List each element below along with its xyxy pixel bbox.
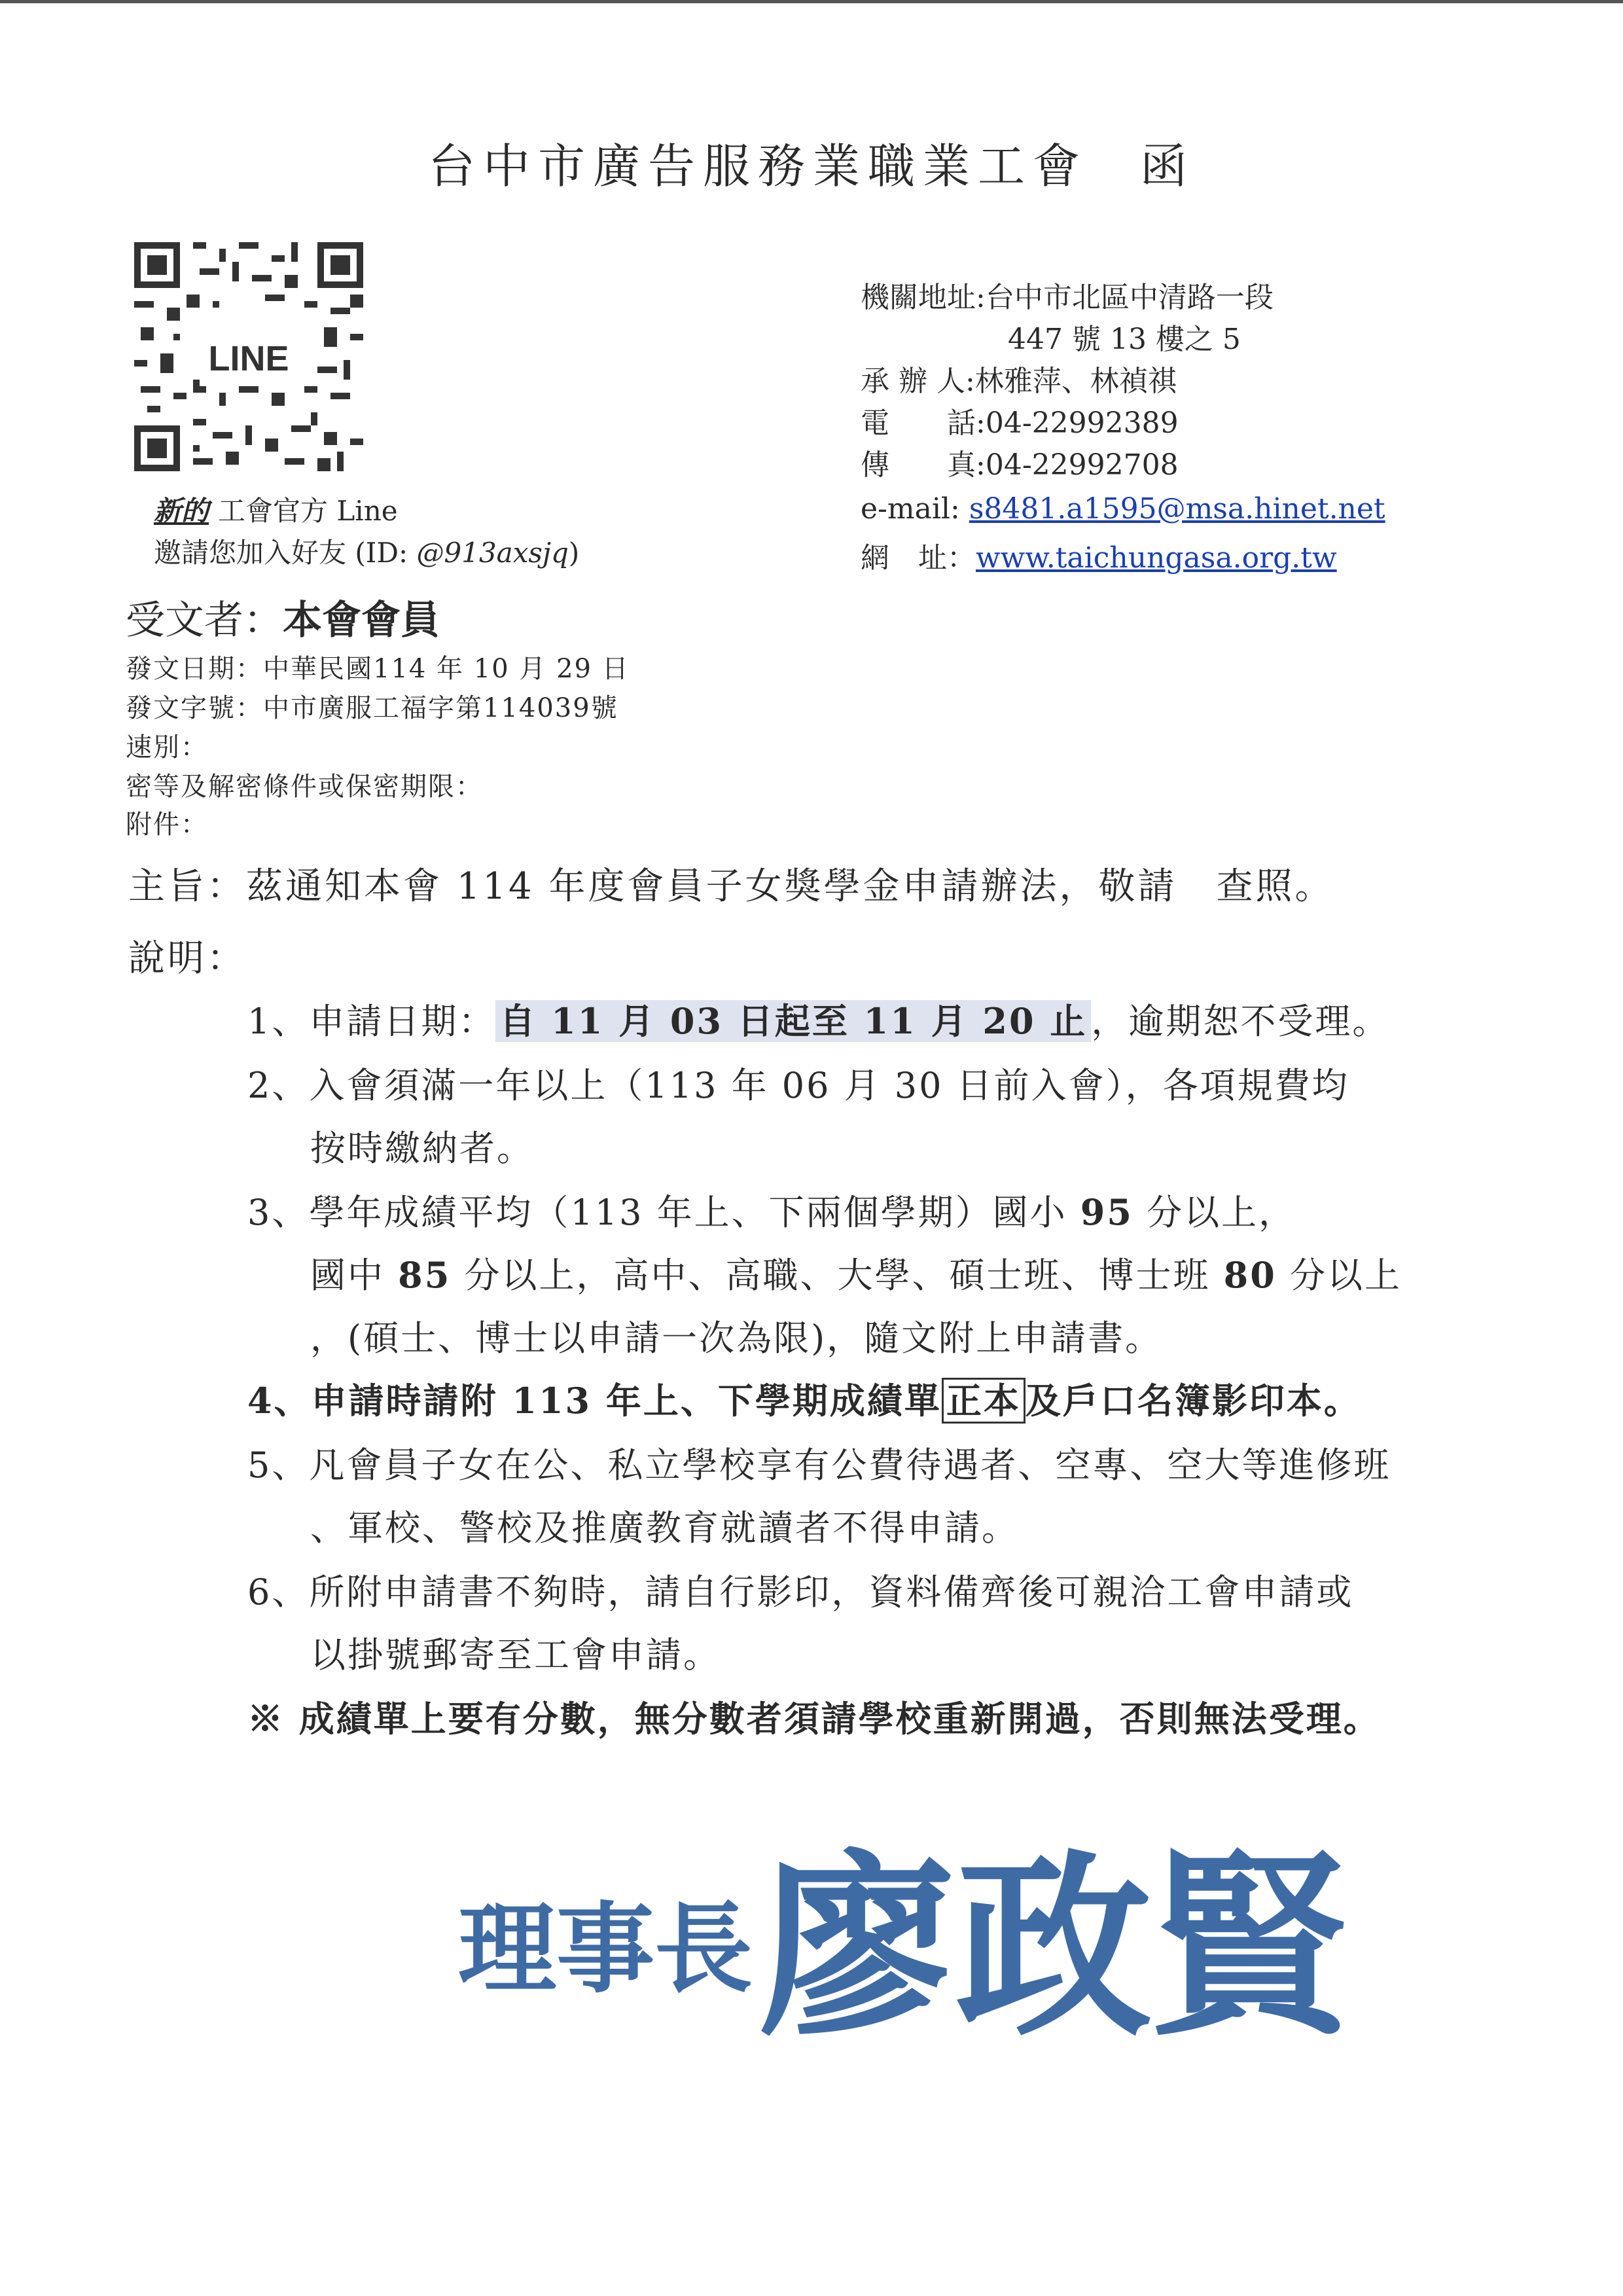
signature-name: 廖政賢 — [759, 1831, 1349, 2055]
item-6-line-2: 以掛號郵寄至工會申請。 — [310, 1634, 721, 1676]
email-line — [861, 492, 1385, 526]
item-3-text: 3、學年成績平均（113 年上、下兩個學期）國小 — [247, 1192, 1080, 1233]
fax-label: 傳 真: — [861, 448, 986, 482]
item-1-prefix: 1、申請日期： — [247, 1001, 496, 1042]
doc-type: 函 — [1140, 139, 1196, 194]
note-line: ※ 成績單上要有分數，無分數者須請學校重新開過，否則無法受理。 — [247, 1698, 1381, 1740]
item-3-line-3: ，(碩士、博士以申請一次為限)，隨文附上申請書。 — [310, 1318, 1163, 1359]
chairman-signature-seal — [458, 1820, 1479, 2055]
speed-class: 速別： — [126, 732, 208, 762]
qr-invite-prefix: 邀請您加入好友 (ID: — [154, 537, 417, 569]
address-line — [861, 274, 1274, 315]
item-2-line-2: 按時繳納者。 — [310, 1128, 534, 1169]
item-1-suffix: ，逾期恕不受理。 — [1091, 1001, 1390, 1042]
fax-line — [861, 441, 1179, 483]
website-line — [861, 534, 1337, 576]
recipient-value: 本會會員 — [283, 598, 440, 643]
item-3-line-1 — [247, 1185, 1296, 1235]
website-link[interactable]: www.taichungasa.org.tw — [976, 541, 1337, 575]
handler-label: 承 辦 人: — [861, 365, 975, 398]
address-line1: 台中市北區中清路一段 — [985, 281, 1274, 314]
item-3-text: 分以上 — [1276, 1255, 1402, 1296]
item-4-text: 及戶口名簿影印本。 — [1025, 1380, 1361, 1422]
item-4 — [247, 1373, 1361, 1424]
email-link[interactable]: s8481.a1595@msa.hinet.net — [969, 492, 1385, 526]
phone-value: 04-22992389 — [985, 406, 1179, 440]
line-id: @913axsjq — [416, 537, 569, 569]
issue-number: 發文字號：中市廣服工福字第114039號 — [126, 693, 618, 723]
original-copy-box: 正本 — [942, 1378, 1026, 1424]
top-border — [0, 0, 1623, 3]
score-senior: 80 — [1223, 1254, 1277, 1296]
subject-tail: 查照。 — [1216, 865, 1334, 908]
handler-line — [861, 357, 1177, 399]
address-line2: 447 號 13 樓之 5 — [1008, 323, 1241, 356]
item-4-text: 4、申請時請附 113 年上、下學期成績單 — [247, 1380, 942, 1422]
document-title — [0, 128, 1623, 196]
phone-label: 電 話: — [861, 406, 986, 440]
issue-date: 發文日期：中華民國114 年 10 月 29 日 — [126, 654, 630, 684]
recipient-label: 受文者： — [126, 598, 283, 643]
qr-caption-rest: 工會官方 Line — [218, 495, 398, 527]
line-qr-code-icon — [134, 242, 363, 471]
item-5-line-1: 5、凡會員子女在公、私立學校享有公費待遇者、空專、空大等進修班 — [247, 1444, 1391, 1486]
explanation-label: 說明： — [128, 937, 246, 980]
signature-title: 理事長 — [458, 1892, 753, 2007]
qr-caption — [154, 490, 398, 529]
qr-invite — [154, 531, 579, 571]
org-name: 台中市廣告服務業職業工會 — [427, 139, 1088, 194]
score-elementary: 95 — [1080, 1191, 1133, 1233]
qr-invite-suffix: ) — [568, 537, 580, 569]
secrecy-class: 密等及解密條件或保密期限： — [126, 772, 483, 802]
recipient — [126, 589, 440, 645]
website-label: 網 址： — [861, 541, 976, 575]
item-3-line-2 — [310, 1247, 1402, 1298]
subject — [128, 857, 1334, 910]
qr-caption-new: 新的 — [154, 495, 209, 527]
item-5-line-2: 、軍校、警校及推廣教育就讀者不得申請。 — [310, 1507, 1019, 1549]
address-label: 機關地址: — [861, 281, 986, 314]
subject-text: 茲通知本會 114 年度會員子女獎學金申請辦法，敬請 — [246, 865, 1177, 908]
line-logo-text: LINE — [208, 339, 289, 378]
item-6-line-1: 6、所附申請書不夠時，請自行影印，資料備齊後可親洽工會申請或 — [247, 1571, 1354, 1613]
subject-label: 主旨： — [128, 865, 246, 908]
item-2-line-1: 2、入會須滿一年以上（113 年 06 月 30 日前入會），各項規費均 — [247, 1065, 1349, 1106]
score-junior-high: 85 — [398, 1254, 452, 1296]
item-1 — [247, 994, 1389, 1044]
fax-value: 04-22992708 — [985, 448, 1179, 482]
item-3-text: 國中 — [310, 1255, 399, 1296]
signature-text — [458, 1831, 1363, 2055]
handler-value: 林雅萍、林禎祺 — [974, 365, 1177, 398]
application-period: 自 11 月 03 日起至 11 月 20 止 — [495, 1000, 1091, 1042]
attachments: 附件： — [126, 810, 208, 840]
email-label: e-mail: — [861, 492, 969, 526]
phone-line — [861, 399, 1179, 441]
item-3-text: 分以上， — [1133, 1192, 1296, 1233]
item-3-text: 分以上，高中、高職、大學、碩士班、博士班 — [451, 1255, 1224, 1296]
